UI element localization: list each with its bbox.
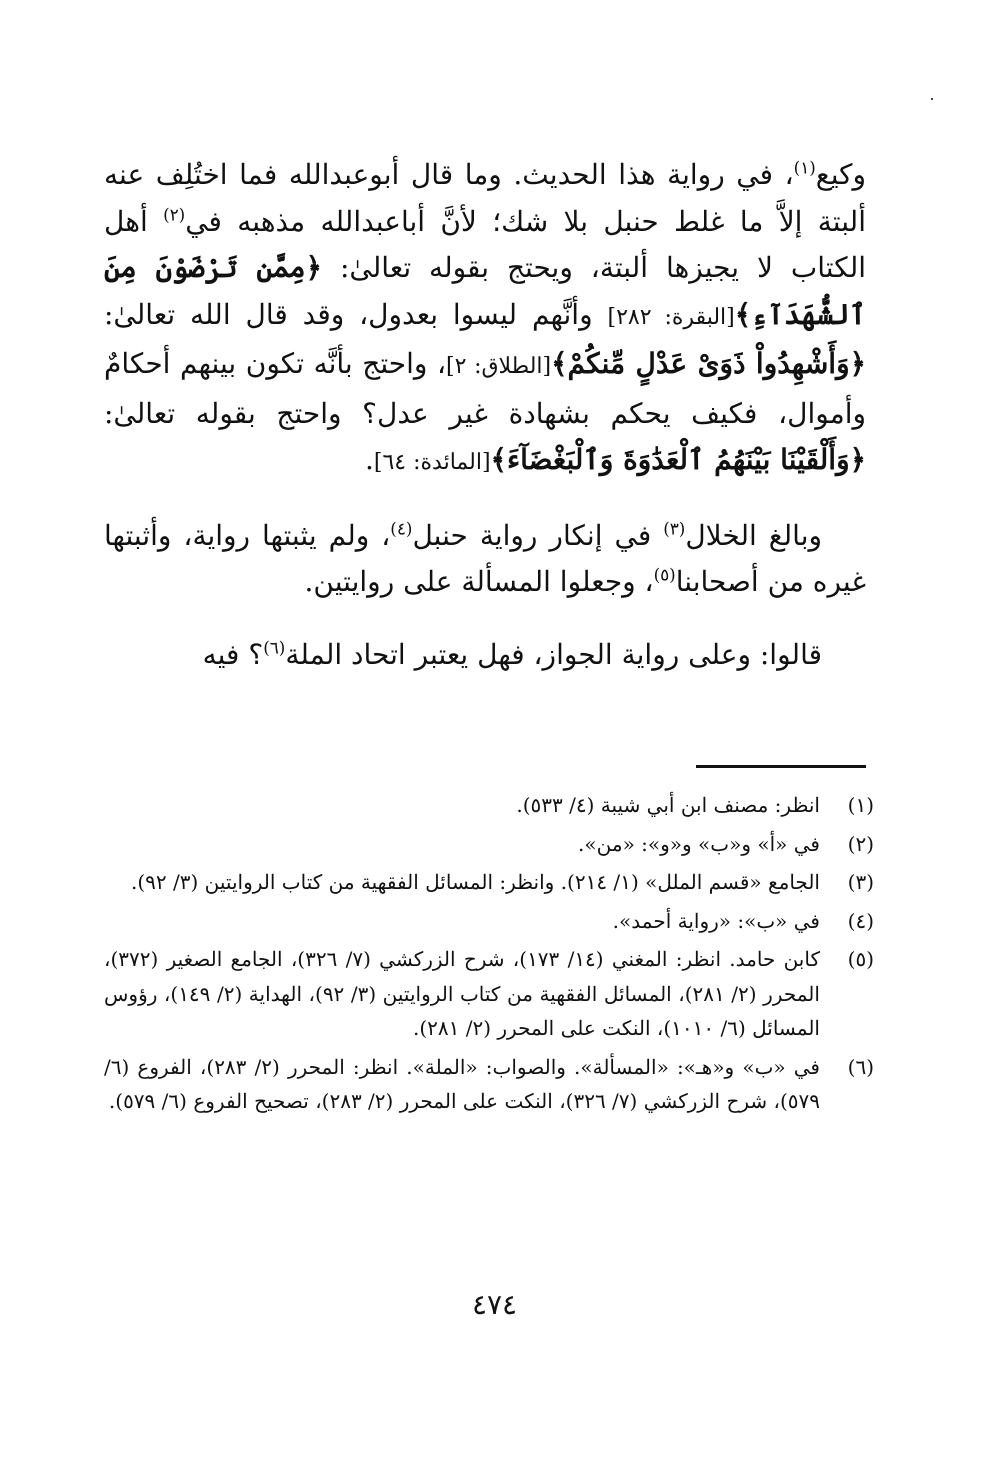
- text-run: ، في رواية هذا الحديث. وما قال أبوعبدالله فما اختُلِف عنه ألبتة إلاَّ ما غلط حنبل بلا شك؛ لأنَّ أباعبدالله مذهبه في: [104, 158, 866, 238]
- text-run: ، ولم يثبتها رواية، وأثبتها غيره من أصحابنا: [104, 518, 866, 598]
- footnote-number: (٤): [847, 908, 874, 933]
- footnote-text: في «ب» و«هـ»: «المسألة». والصواب: «الملة». انظر: المحرر (٢/ ٢٨٣)، الفروع (٦/ ٥٧٩)، شرح الزركشي (٧/ ٣٢٦)، النكت على المحرر (٢/ ٢٨٣)، تصحيح الفروع (٦/ ٥٧٩).: [104, 1054, 820, 1113]
- quran-verse: ﴿وَأَشْهِدُواْ ذَوَىْ عَدْلٍ مِّنكُمْ﴾: [551, 347, 867, 380]
- footnote-1: [104, 788, 874, 823]
- paragraph-3: [104, 632, 866, 679]
- footnotes: [104, 788, 874, 1123]
- footnote-ref-6[interactable]: (٦): [263, 637, 286, 658]
- footnote-number: (٦): [847, 1054, 874, 1079]
- page-number: ٤٧٤: [471, 1288, 518, 1321]
- footnote-text: في «ب»: «رواية أحمد».: [612, 908, 820, 933]
- footnote-text: الجامع «قسم الملل» (١/ ٢١٤). وانظر: المسائل الفقهية من كتاب الروايتين (٣/ ٩٢).: [131, 870, 820, 894]
- footnote-number: (٢): [847, 831, 874, 856]
- footnote-separator: [696, 765, 866, 768]
- text-run: أهل الكتاب لا يجيزها ألبتة، ويحتج بقوله تعالىٰ:: [104, 204, 867, 284]
- footnote-number: (٣): [847, 870, 874, 894]
- verse-reference: [المائدة: ٦٤]: [373, 450, 491, 475]
- footnote-5: [104, 942, 874, 1046]
- text-run: في إنكار رواية حنبل: [412, 518, 664, 552]
- footnote-6: [104, 1050, 874, 1119]
- text-run: وبالغ الخلال: [685, 518, 823, 552]
- footnote-ref-5[interactable]: (٥): [653, 564, 676, 585]
- text-run: وأنَّهم ليسوا بعدول، وقد قال الله تعالىٰ:: [104, 297, 608, 331]
- footnote-ref-2[interactable]: (٢): [163, 204, 186, 225]
- footnote-2: [104, 827, 874, 862]
- text-run: ، وجعلوا المسألة على روايتين.: [304, 565, 654, 598]
- footnote-ref-3[interactable]: (٣): [663, 518, 686, 539]
- footnote-number: (١): [847, 793, 874, 817]
- paragraph-2: [104, 513, 866, 606]
- paragraph-1: [104, 152, 866, 487]
- text-run: ، واحتج بأنَّه تكون بينهم أحكامٌ وأموال، فكيف يحكم بشهادة غير عدل؟ واحتج بقوله تعالىٰ:: [104, 347, 866, 430]
- text-run: قالوا: وعلى رواية الجواز، فهل يعتبر اتحاد الملة: [285, 637, 822, 671]
- text-run: ؟ فيه: [202, 637, 264, 671]
- footnote-number: (٥): [847, 947, 874, 971]
- footnote-3: [104, 865, 874, 900]
- quran-verse: ﴿مِمَّن تَرْضَوْنَ مِنَ ٱلشُّهَدَآءِ﴾: [104, 251, 866, 331]
- scan-speck: [931, 98, 933, 100]
- quran-verse: ﴿وَأَلْقَيْنَا بَيْنَهُمُ ٱلْعَدَٰوَةَ وَٱلْبَغْضَآءَ﴾: [490, 443, 866, 476]
- footnote-text: كابن حامد. انظر: المغني (١٤/ ١٧٣)، شرح الزركشي (٧/ ٣٢٦)، الجامع الصغير (٣٧٢)، المحرر (٢/ ٢٨١)، المسائل الفقهية من كتاب الروايتين (٣/ ٩٢)، الهداية (٢/ ١٤٩)، رؤوس المسائل (٦/ ١٠١٠)، النكت على المحرر (٢/ ٢٨١).: [104, 947, 820, 1040]
- footnote-text: في «أ» و«ب» و«و»: «من».: [578, 831, 820, 856]
- verse-reference: [الطلاق: ٢]: [446, 354, 552, 379]
- text-run: وكيع: [815, 158, 866, 191]
- footnote-ref-1[interactable]: (١): [793, 157, 816, 178]
- footnote-ref-4[interactable]: (٤): [390, 518, 413, 539]
- footnote-4: [104, 904, 874, 939]
- text-run: .: [364, 443, 374, 476]
- footnote-text: انظر: مصنف ابن أبي شيبة (٤/ ٥٣٣).: [516, 793, 820, 817]
- main-text: [104, 152, 866, 678]
- verse-reference: [البقرة: ٢٨٢]: [607, 304, 735, 330]
